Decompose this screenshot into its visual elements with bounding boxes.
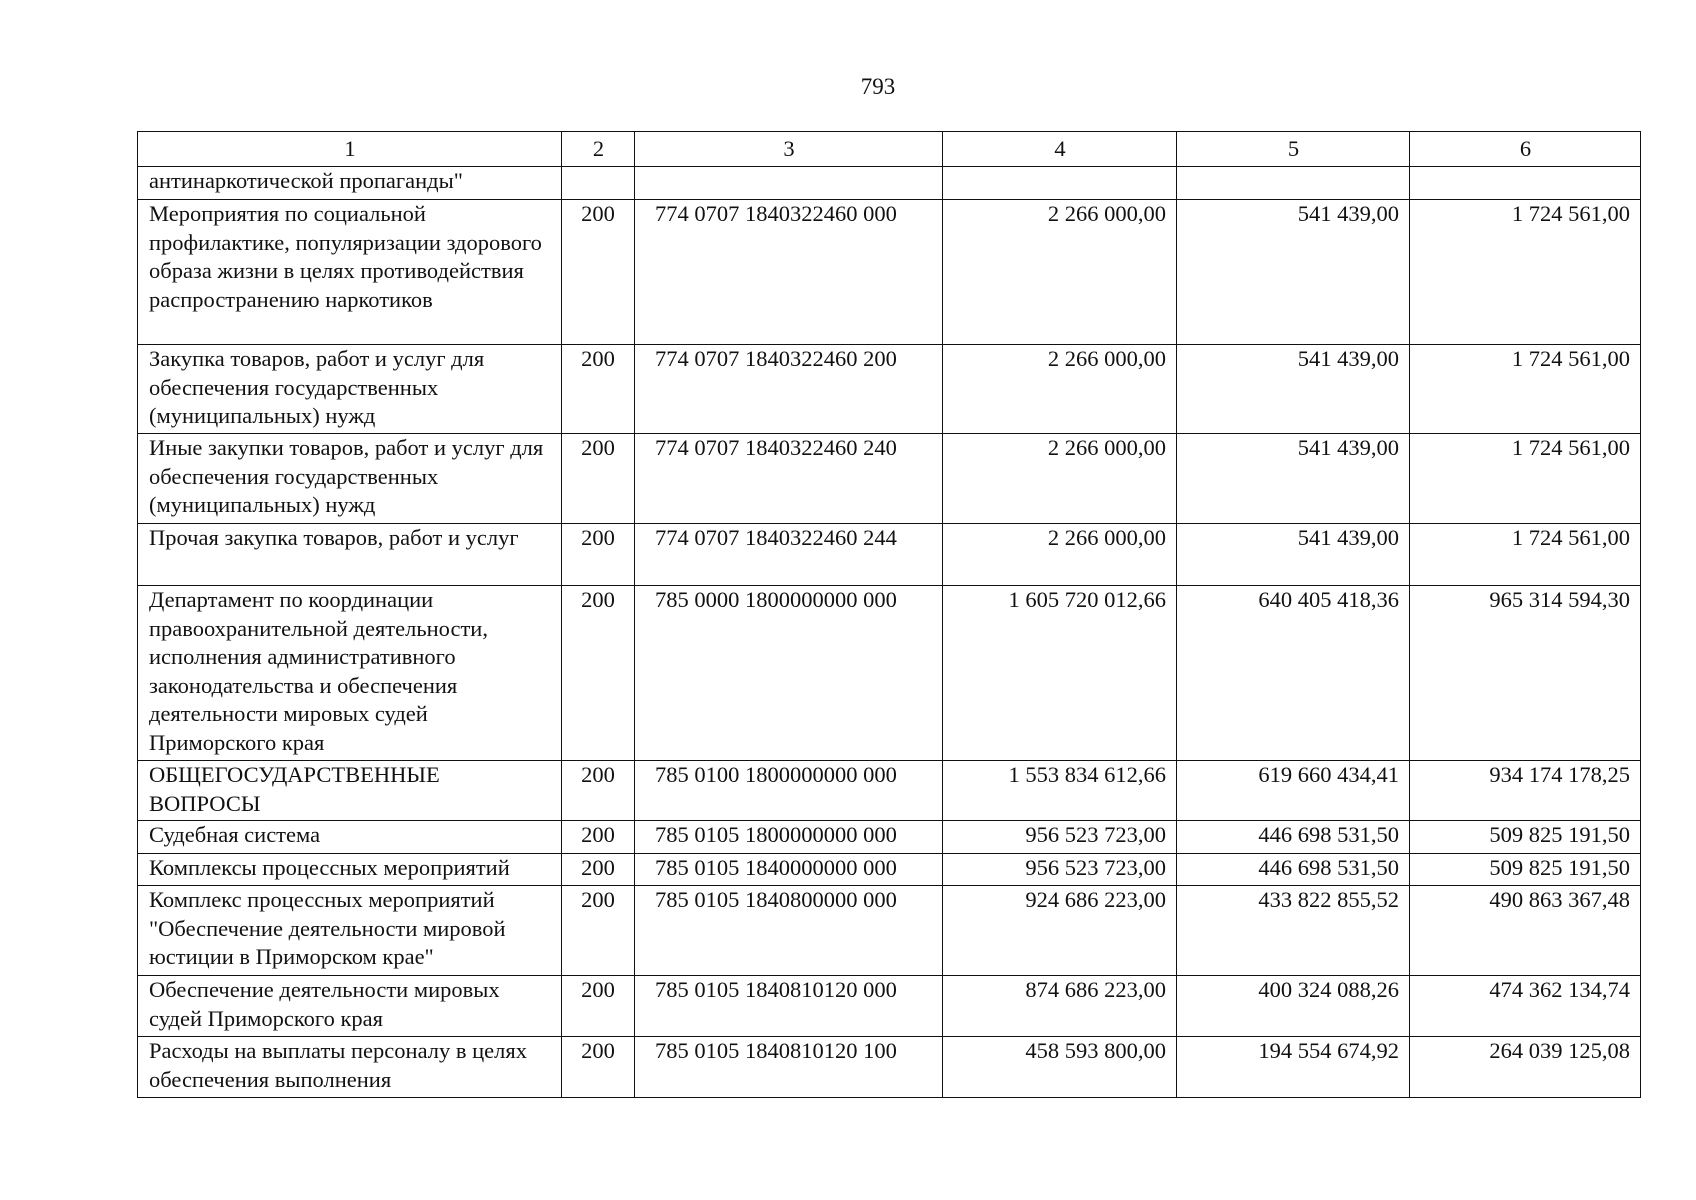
row-code-cell: 200 bbox=[562, 200, 635, 345]
row-plan-cell: 874 686 223,00 bbox=[943, 976, 1177, 1037]
row-plan-cell: 2 266 000,00 bbox=[943, 434, 1177, 524]
row-fact-cell: 194 554 674,92 bbox=[1177, 1037, 1410, 1098]
row-code-cell: 200 bbox=[562, 434, 635, 524]
row-kbk-cell: 785 0105 1840810120 000 bbox=[635, 976, 943, 1037]
row-rest-cell: 474 362 134,74 bbox=[1410, 976, 1641, 1037]
row-rest-cell: 1 724 561,00 bbox=[1410, 200, 1641, 345]
row-plan-cell: 2 266 000,00 bbox=[943, 345, 1177, 434]
table-row bbox=[138, 821, 1641, 854]
row-name-cell: Иные закупки товаров, работ и услуг для обеспечения государственных (муниципальных) нужд bbox=[138, 434, 562, 524]
row-kbk-cell: 785 0100 1800000000 000 bbox=[635, 761, 943, 821]
row-name-cell: Закупка товаров, работ и услуг для обеспечения государственных (муниципальных) нужд bbox=[138, 345, 562, 434]
row-fact-cell: 541 439,00 bbox=[1177, 524, 1410, 586]
row-name-cell: Судебная система bbox=[138, 821, 562, 854]
row-name-cell: Расходы на выплаты персоналу в целях обеспечения выполнения bbox=[138, 1037, 562, 1098]
row-code-cell: 200 bbox=[562, 854, 635, 886]
row-rest-cell: 509 825 191,50 bbox=[1410, 854, 1641, 886]
row-kbk-cell: 785 0105 1840810120 100 bbox=[635, 1037, 943, 1098]
table-row bbox=[138, 167, 1641, 200]
row-rest-cell: 1 724 561,00 bbox=[1410, 524, 1641, 586]
row-fact-cell: 541 439,00 bbox=[1177, 345, 1410, 434]
row-fact-cell: 433 822 855,52 bbox=[1177, 886, 1410, 976]
page-number: 793 bbox=[860, 74, 896, 99]
table-row bbox=[138, 345, 1641, 434]
table-row bbox=[138, 761, 1641, 821]
row-code-cell bbox=[562, 167, 635, 200]
row-kbk-cell: 774 0707 1840322460 244 bbox=[635, 524, 943, 586]
row-rest-cell bbox=[1410, 167, 1641, 200]
row-plan-cell: 1 605 720 012,66 bbox=[943, 586, 1177, 761]
row-fact-cell: 400 324 088,26 bbox=[1177, 976, 1410, 1037]
row-plan-cell bbox=[943, 167, 1177, 200]
row-plan-cell: 458 593 800,00 bbox=[943, 1037, 1177, 1098]
row-fact-cell: 541 439,00 bbox=[1177, 434, 1410, 524]
header-cell-col4: 4 bbox=[943, 132, 1177, 167]
row-name-cell: ОБЩЕГОСУДАРСТВЕННЫЕ ВОПРОСЫ bbox=[138, 761, 562, 821]
row-code-cell: 200 bbox=[562, 345, 635, 434]
row-plan-cell: 2 266 000,00 bbox=[943, 524, 1177, 586]
row-fact-cell bbox=[1177, 167, 1410, 200]
row-plan-cell: 956 523 723,00 bbox=[943, 854, 1177, 886]
row-code-cell: 200 bbox=[562, 524, 635, 586]
header-cell-col6: 6 bbox=[1410, 132, 1641, 167]
row-fact-cell: 541 439,00 bbox=[1177, 200, 1410, 345]
table-row bbox=[138, 200, 1641, 345]
row-name-cell: антинаркотической пропаганды" bbox=[138, 167, 562, 200]
row-name-cell: Департамент по координации правоохранительной деятельности, исполнения административного законодательства и обеспечения деятельности мировых судей Приморского края bbox=[138, 586, 562, 761]
row-rest-cell: 509 825 191,50 bbox=[1410, 821, 1641, 854]
row-code-cell: 200 bbox=[562, 761, 635, 821]
row-name-cell: Комплексы процессных мероприятий bbox=[138, 854, 562, 886]
table-row bbox=[138, 434, 1641, 524]
header-cell-col1: 1 bbox=[138, 132, 562, 167]
header-cell-col3: 3 bbox=[635, 132, 943, 167]
budget-table bbox=[137, 131, 1641, 1098]
table-header-row bbox=[138, 132, 1641, 167]
row-rest-cell: 934 174 178,25 bbox=[1410, 761, 1641, 821]
row-rest-cell: 965 314 594,30 bbox=[1410, 586, 1641, 761]
row-kbk-cell: 774 0707 1840322460 240 bbox=[635, 434, 943, 524]
row-kbk-cell: 785 0105 1840000000 000 bbox=[635, 854, 943, 886]
row-code-cell: 200 bbox=[562, 976, 635, 1037]
table-row bbox=[138, 524, 1641, 586]
row-rest-cell: 490 863 367,48 bbox=[1410, 886, 1641, 976]
row-code-cell: 200 bbox=[562, 586, 635, 761]
row-rest-cell: 1 724 561,00 bbox=[1410, 434, 1641, 524]
row-kbk-cell: 785 0105 1840800000 000 bbox=[635, 886, 943, 976]
row-kbk-cell: 785 0000 1800000000 000 bbox=[635, 586, 943, 761]
table-row bbox=[138, 1037, 1641, 1098]
row-kbk-cell: 774 0707 1840322460 200 bbox=[635, 345, 943, 434]
row-kbk-cell bbox=[635, 167, 943, 200]
row-name-cell: Мероприятия по социальной профилактике, популяризации здорового образа жизни в целях противодействия распространению наркотиков bbox=[138, 200, 562, 345]
row-plan-cell: 924 686 223,00 bbox=[943, 886, 1177, 976]
row-plan-cell: 956 523 723,00 bbox=[943, 821, 1177, 854]
row-code-cell: 200 bbox=[562, 821, 635, 854]
row-rest-cell: 264 039 125,08 bbox=[1410, 1037, 1641, 1098]
row-fact-cell: 446 698 531,50 bbox=[1177, 821, 1410, 854]
table-row bbox=[138, 854, 1641, 886]
row-fact-cell: 640 405 418,36 bbox=[1177, 586, 1410, 761]
header-cell-col2: 2 bbox=[562, 132, 635, 167]
row-code-cell: 200 bbox=[562, 886, 635, 976]
row-name-cell: Обеспечение деятельности мировых судей Приморского края bbox=[138, 976, 562, 1037]
table-row bbox=[138, 886, 1641, 976]
row-plan-cell: 1 553 834 612,66 bbox=[943, 761, 1177, 821]
row-code-cell: 200 bbox=[562, 1037, 635, 1098]
row-kbk-cell: 774 0707 1840322460 000 bbox=[635, 200, 943, 345]
header-cell-col5: 5 bbox=[1177, 132, 1410, 167]
row-kbk-cell: 785 0105 1800000000 000 bbox=[635, 821, 943, 854]
row-name-cell: Прочая закупка товаров, работ и услуг bbox=[138, 524, 562, 586]
row-name-cell: Комплекс процессных мероприятий "Обеспечение деятельности мировой юстиции в Приморском крае" bbox=[138, 886, 562, 976]
table-row bbox=[138, 976, 1641, 1037]
row-fact-cell: 446 698 531,50 bbox=[1177, 854, 1410, 886]
row-rest-cell: 1 724 561,00 bbox=[1410, 345, 1641, 434]
table-row bbox=[138, 586, 1641, 761]
row-fact-cell: 619 660 434,41 bbox=[1177, 761, 1410, 821]
row-plan-cell: 2 266 000,00 bbox=[943, 200, 1177, 345]
